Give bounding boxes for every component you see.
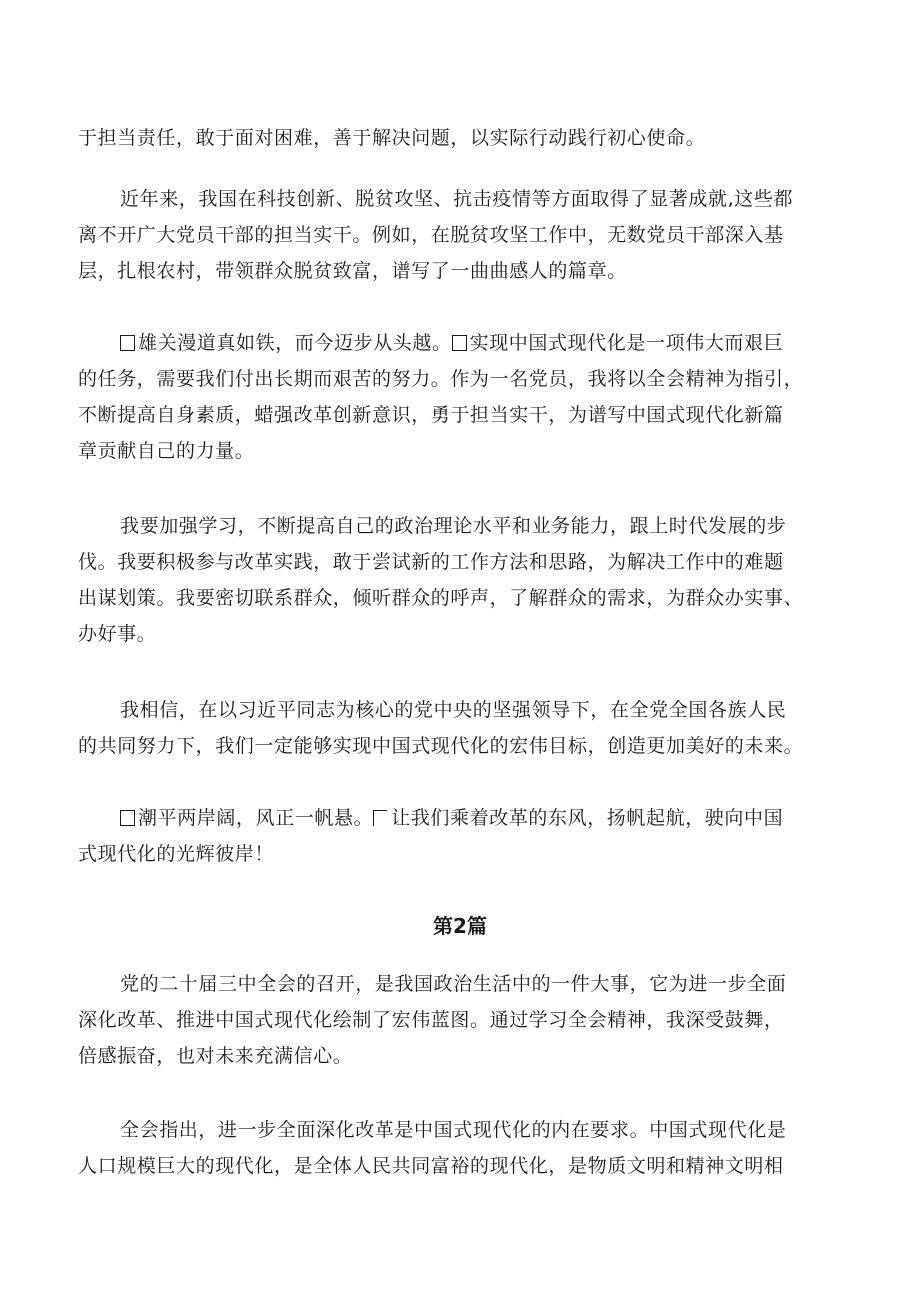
paragraph	[78, 800, 854, 872]
text-line: 我要加强学习，不断提高自己的政治理论水平和业务能力，跟上时代发展的步	[120, 515, 787, 537]
text-line: 人口规模巨大的现代化，是全体人民共同富裕的现代化，是物质文明和精神文明相	[78, 1155, 784, 1177]
text-line: 倍感振奋，也对未来充满信心。	[78, 1045, 353, 1067]
text-line	[78, 325, 854, 361]
placeholder-box-icon	[120, 810, 135, 826]
text-line: 层，扎根农村，带领群众脱贫致富，谱写了一曲曲感人的篇章。	[78, 260, 627, 282]
text-line: 离不开广大党员干部的担当实干。例如，在脱贫攻坚工作中，无数党员干部深入基	[78, 224, 784, 246]
text-span: 实现中国式现代化是一项伟大而艰巨	[469, 332, 784, 354]
quote-text: 雄关漫道真如铁，而今迈步从头越。	[138, 332, 452, 354]
text-line: 我相信，在以习近平同志为核心的党中央的坚强领导下，在全党全国各族人民	[120, 699, 787, 721]
text-line: 式现代化的光辉彼岸！	[78, 843, 275, 865]
paragraph	[78, 120, 854, 156]
text-line: 伐。我要积极参与改革实践，敢于尝试新的工作方法和思路，为解决工作中的难题	[78, 551, 784, 573]
text-line: 的共同努力下，我们一定能够实现中国式现代化的宏伟目标，创造更加美好的未来。	[78, 735, 804, 757]
text-line: 的任务，需要我们付出长期而艰苦的努力。作为一名党员，我将以全会精神为指引，	[78, 368, 804, 390]
paragraph	[78, 508, 854, 652]
text-line: 深化改革、推进中国式现代化绘制了宏伟蓝图。通过学习全会精神，我深受鼓舞，	[78, 1009, 784, 1031]
text-line: 近年来，我国在科技创新、脱贫攻坚、抗击疫情等方面取得了显著成就,这些都	[120, 188, 794, 210]
paragraph	[78, 1112, 854, 1184]
placeholder-box-icon	[120, 335, 135, 351]
text-line: 于担当责任，敢于面对困难，善于解决问题，以实际行动践行初心使命。	[78, 127, 706, 149]
text-line: 出谋划策。我要密切联系群众，倾听群众的呼声，了解群众的需求，为群众办实事、	[78, 587, 804, 609]
text-line: 章贡献自己的力量。	[78, 440, 255, 462]
section-heading: 第2篇	[433, 914, 487, 938]
text-line: 不断提高自身素质，蜡强改革创新意识，勇于担当实干，为谱写中国式现代化新篇	[78, 404, 784, 426]
text-line: 办好事。	[78, 623, 157, 645]
paragraph	[78, 692, 854, 764]
text-span: 让我们乘着改革的东风，扬帆起航，驶向中国	[391, 807, 784, 829]
paragraph	[78, 966, 854, 1074]
text-line: 全会指出，进一步全面深化改革是中国式现代化的内在要求。中国式现代化是	[120, 1119, 787, 1141]
paragraph	[78, 181, 854, 289]
placeholder-bracket-icon	[373, 810, 387, 826]
quote-text: 潮平两岸阔，风正一帆悬。	[138, 807, 374, 829]
text-line: 党的二十届三中全会的召开，是我国政治生活中的一件大事，它为进一步全面	[120, 973, 787, 995]
paragraph	[78, 325, 854, 469]
placeholder-box-icon	[452, 335, 467, 351]
text-line	[78, 800, 854, 836]
